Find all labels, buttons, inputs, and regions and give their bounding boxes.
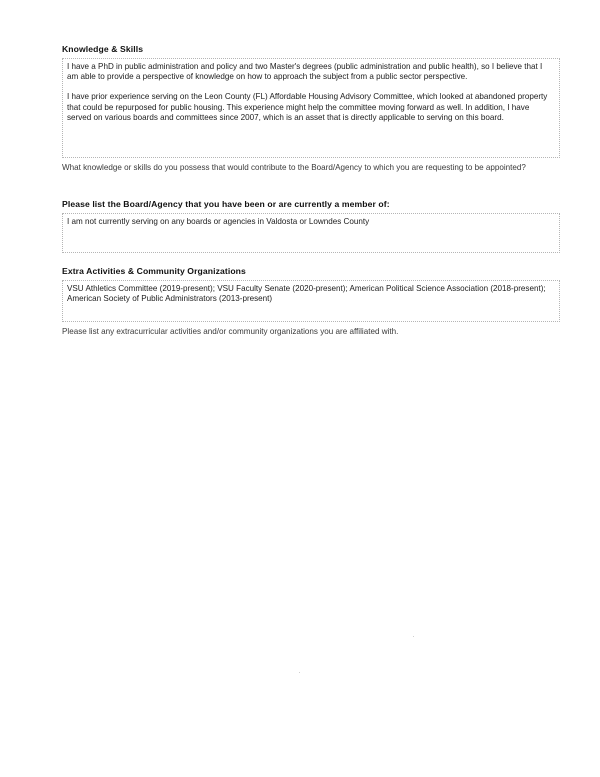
activities-heading: Extra Activities & Community Organizations bbox=[62, 266, 246, 276]
activities-section bbox=[62, 266, 560, 337]
activities-help-text: Please list any extracurricular activities and/or community organizations you are affiliated with. bbox=[62, 327, 399, 336]
activities-field[interactable] bbox=[62, 280, 560, 322]
boards-field[interactable] bbox=[62, 213, 560, 253]
knowledge-skills-section bbox=[62, 44, 560, 173]
knowledge-skills-help-text: What knowledge or skills do you possess that would contribute to the Board/Agency to which you are requesting to be appointed? bbox=[62, 163, 526, 172]
boards-section bbox=[62, 199, 560, 253]
knowledge-skills-heading: Knowledge & Skills bbox=[62, 44, 144, 54]
scan-speck bbox=[413, 636, 414, 637]
knowledge-paragraph-1: I have a PhD in public administration and policy and two Master's degrees (public administration and public health), so I believe that I am able to provide a perspective of knowledge on how to approach the subject from a public sector perspective. bbox=[67, 62, 543, 82]
boards-value: I am not currently serving on any boards or agencies in Valdosta or Lowndes County bbox=[67, 217, 370, 226]
boards-heading: Please list the Board/Agency that you have been or are currently a member of: bbox=[62, 199, 390, 209]
knowledge-skills-field[interactable] bbox=[62, 58, 560, 158]
scan-speck bbox=[299, 672, 300, 673]
knowledge-paragraph-2: I have prior experience serving on the Leon County (FL) Affordable Housing Advisory Committee, which looked at abandoned property that could be repurposed for public housing. This experience might help the committee moving forward as well. In addition, I have served on various boards and committees since 2007, which is an asset that is directly applicable to serving on this board. bbox=[67, 92, 548, 122]
activities-value: VSU Athletics Committee (2019-present); VSU Faculty Senate (2020-present); American Political Science Association (2018-present); American Society of Public Administrators (2013-present) bbox=[67, 284, 546, 304]
